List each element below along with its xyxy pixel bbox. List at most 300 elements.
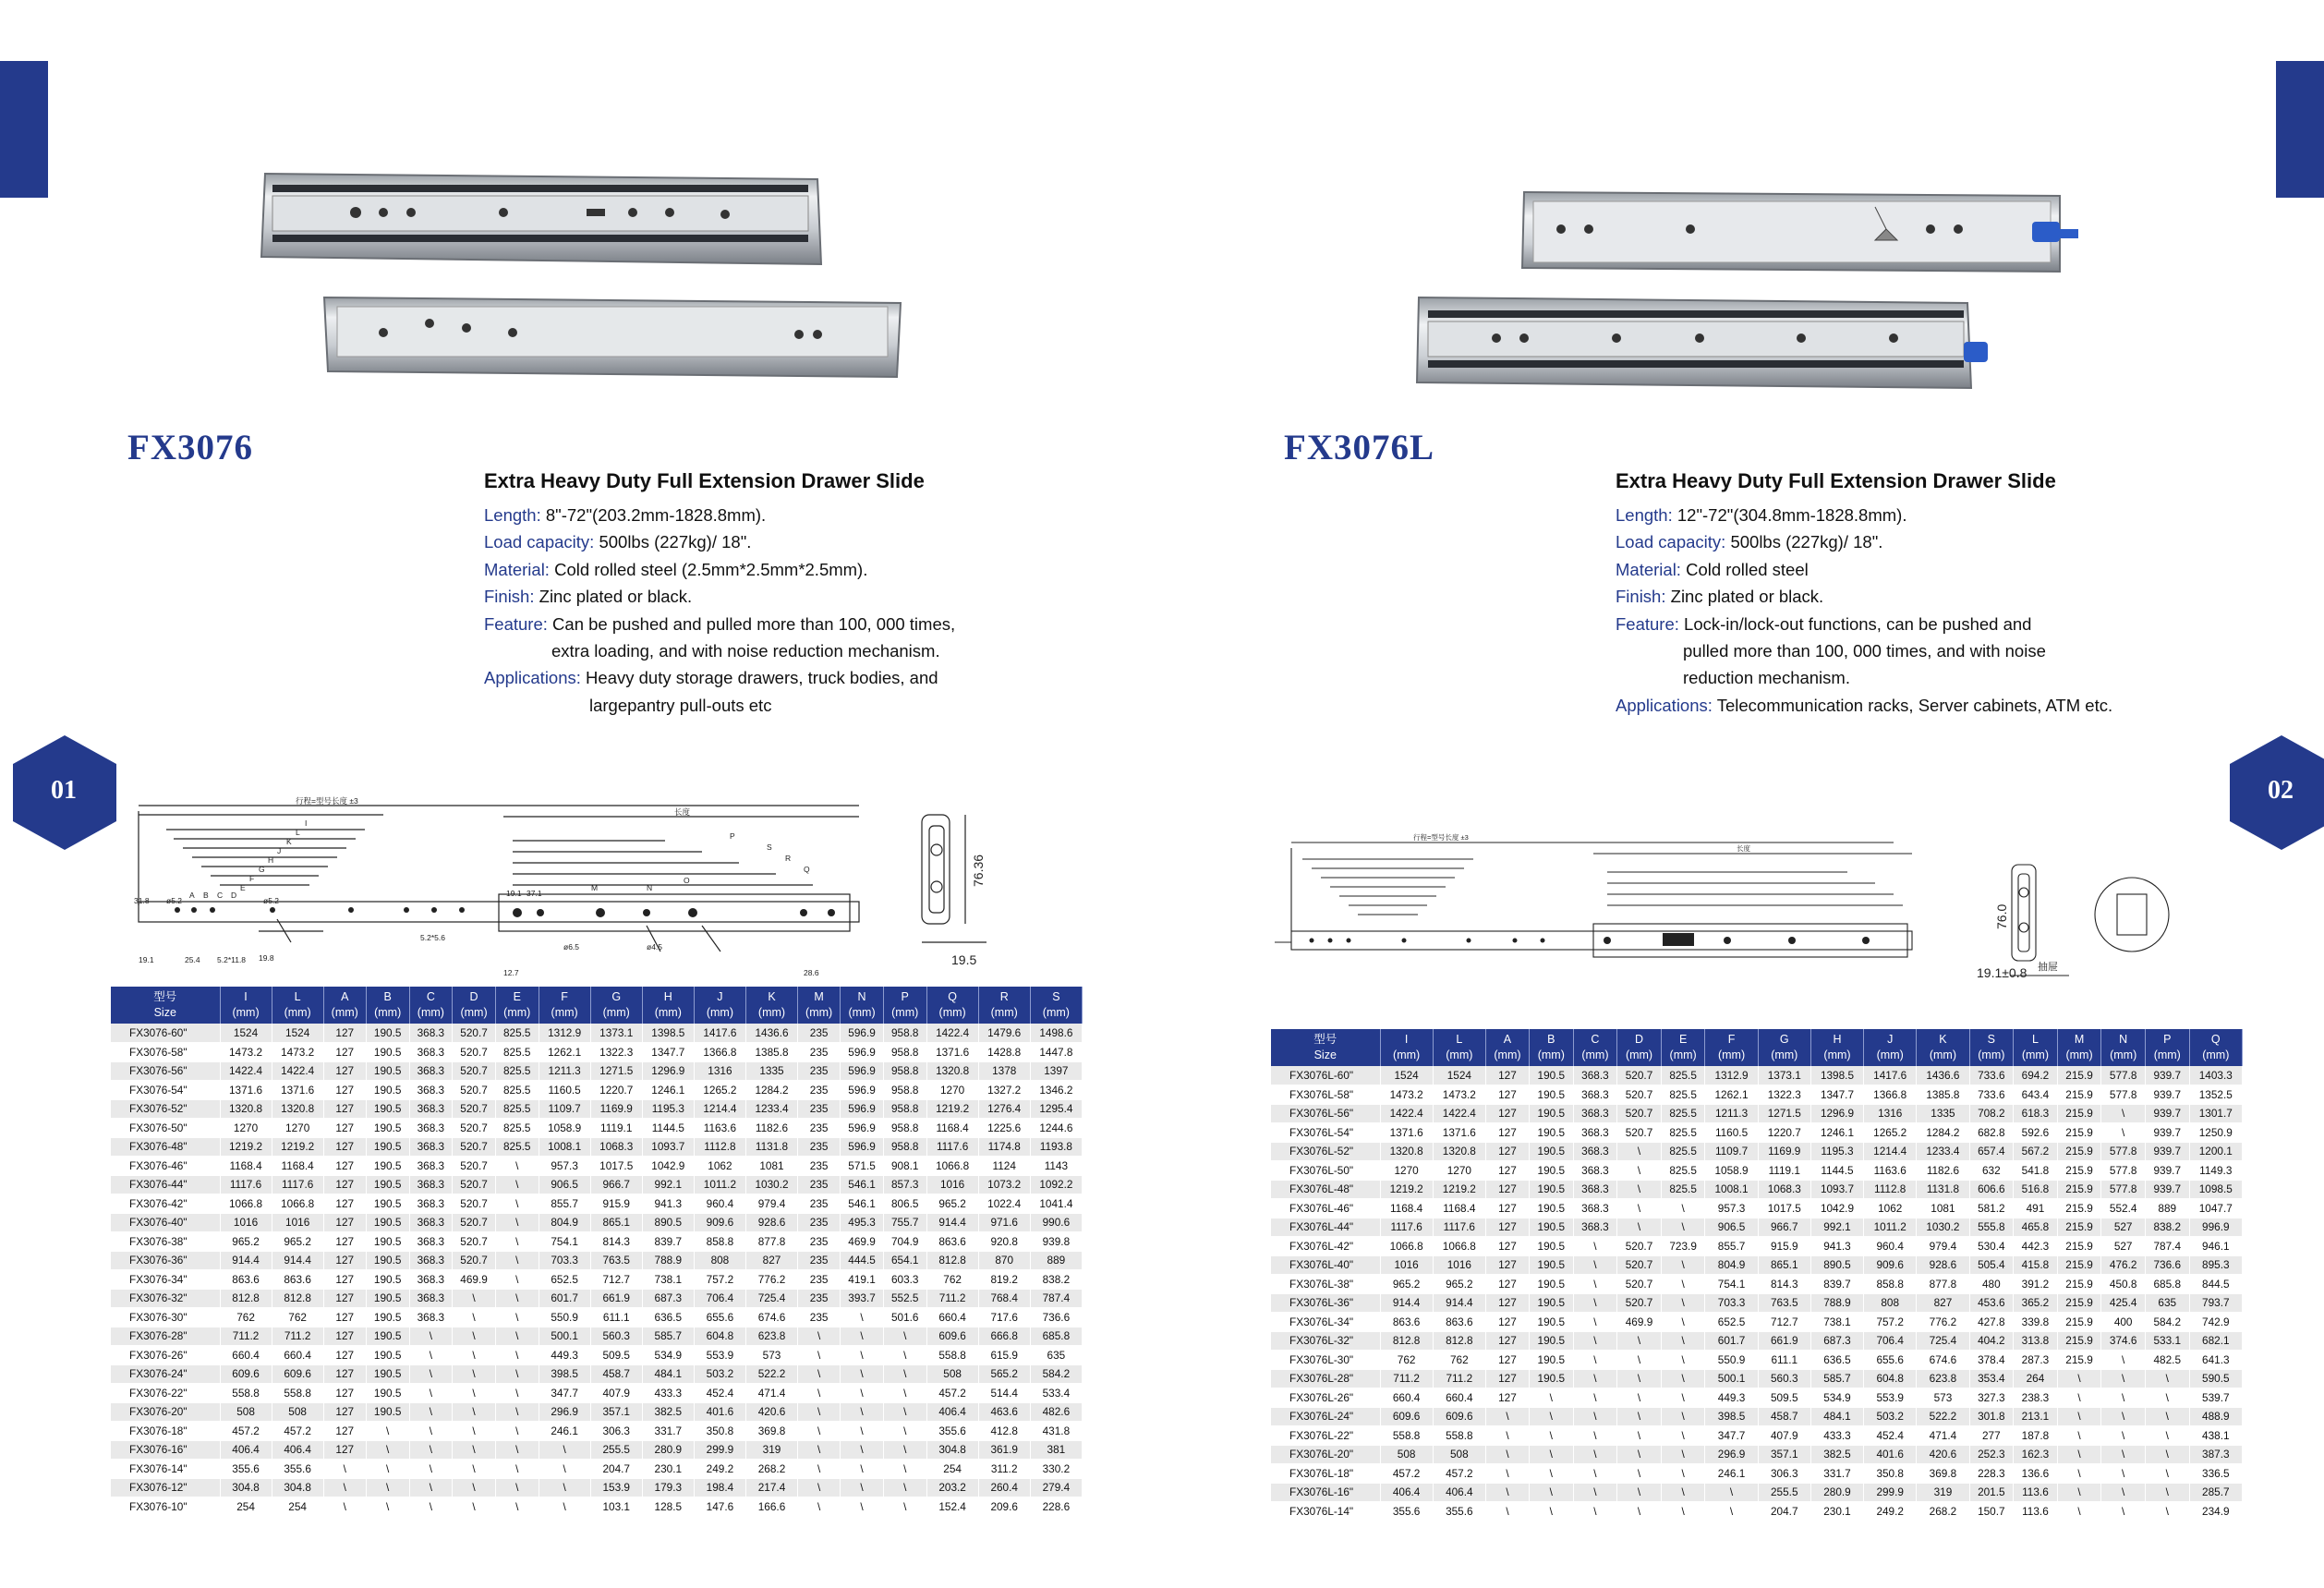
- table-cell: 508: [926, 1364, 978, 1384]
- table-cell: 827: [745, 1251, 797, 1270]
- dim-label-R: R: [785, 854, 792, 863]
- table-cell: 966.7: [590, 1175, 642, 1194]
- table-cell: 736.6: [1030, 1308, 1082, 1327]
- header-line: (mm): [1494, 1049, 1521, 1061]
- table-cell: 558.8: [1380, 1426, 1433, 1446]
- spec-applications: Applications: Telecommunication racks, Server cabinets, ATM etc.: [1616, 695, 2113, 715]
- header-line: J: [717, 990, 723, 1003]
- header-line: (mm): [706, 1006, 733, 1019]
- table-cell: 355.6: [1433, 1502, 1485, 1521]
- table-cell: 1398.5: [1810, 1066, 1863, 1085]
- table-cell: 127: [323, 1308, 366, 1327]
- column-header: [1485, 1029, 1529, 1066]
- table-cell: 469.9: [841, 1232, 884, 1252]
- header-line: (mm): [938, 1006, 966, 1019]
- table-cell: 703.3: [539, 1251, 590, 1270]
- dim-hole-3: ø6.5: [563, 942, 580, 952]
- table-cell: 520.7: [453, 1043, 496, 1062]
- column-header: [366, 987, 409, 1024]
- table-cell: 1117.6: [1433, 1218, 1485, 1237]
- table-row: [111, 1043, 1083, 1062]
- table-cell: 235: [798, 1099, 841, 1119]
- table-cell: FX3076-34": [111, 1270, 220, 1290]
- table-cell: FX3076-14": [111, 1460, 220, 1479]
- table-cell: \: [2101, 1464, 2146, 1484]
- table-cell: 928.6: [745, 1213, 797, 1232]
- table-cell: 215.9: [2057, 1180, 2101, 1199]
- table-cell: 235: [798, 1251, 841, 1270]
- table-row: [111, 1251, 1083, 1270]
- table-cell: \: [1617, 1218, 1662, 1237]
- table-cell: \: [2057, 1369, 2101, 1388]
- table-cell: \: [366, 1422, 409, 1441]
- table-cell: \: [1573, 1275, 1617, 1294]
- table-cell: 958.8: [883, 1043, 926, 1062]
- table-cell: 539.7: [2189, 1388, 2242, 1408]
- table-cell: 863.6: [926, 1232, 978, 1252]
- table-cell: \: [883, 1460, 926, 1479]
- table-cell: 1524: [272, 1024, 323, 1043]
- table-cell: 215.9: [2057, 1255, 2101, 1275]
- table-cell: 793.7: [2189, 1293, 2242, 1313]
- header-line: M: [2074, 1033, 2085, 1046]
- table-cell: \: [1573, 1464, 1617, 1484]
- table-cell: \: [1661, 1313, 1705, 1332]
- table-cell: 452.4: [694, 1384, 745, 1403]
- table-cell: 127: [1485, 1313, 1529, 1332]
- header-line: (mm): [757, 1006, 786, 1019]
- table-cell: 427.8: [1969, 1313, 2014, 1332]
- table-cell: 433.3: [642, 1384, 694, 1403]
- table-cell: 941.3: [642, 1194, 694, 1214]
- table-cell: 555.8: [1969, 1218, 2014, 1237]
- table-cell: \: [323, 1460, 366, 1479]
- table-cell: 1320.8: [926, 1061, 978, 1081]
- table-cell: \: [1573, 1331, 1617, 1351]
- column-header: [1864, 1029, 1917, 1066]
- dim-19-1-b: 19.1: [506, 889, 522, 898]
- table-cell: 368.3: [1573, 1199, 1617, 1218]
- table-cell: 825.5: [1661, 1180, 1705, 1199]
- table-cell: 711.2: [272, 1327, 323, 1346]
- table-cell: \: [495, 1422, 539, 1441]
- table-cell: 330.2: [1030, 1460, 1082, 1479]
- table-cell: 733.6: [1969, 1085, 2014, 1105]
- table-cell: \: [798, 1346, 841, 1365]
- table-cell: 996.9: [2189, 1218, 2242, 1237]
- table-cell: 187.8: [2014, 1426, 2058, 1446]
- table-row: [1271, 1388, 2243, 1408]
- table-cell: 127: [323, 1137, 366, 1157]
- table-cell: 1524: [1380, 1066, 1433, 1085]
- table-cell: 1163.6: [1864, 1161, 1917, 1181]
- table-cell: 1073.2: [978, 1175, 1030, 1194]
- table-cell: 234.9: [2189, 1502, 2242, 1521]
- table-cell: 553.9: [694, 1346, 745, 1365]
- dim-37-1: 37.1: [527, 889, 542, 898]
- table-row: [111, 1384, 1083, 1403]
- table-cell: 190.5: [1530, 1293, 1574, 1313]
- table-cell: 890.5: [1810, 1255, 1863, 1275]
- table-body: [111, 1024, 1083, 1516]
- table-cell: 674.6: [1917, 1351, 1969, 1370]
- table-cell: 857.3: [883, 1175, 926, 1194]
- table-cell: 235: [798, 1289, 841, 1308]
- table-cell: 313.8: [2014, 1331, 2058, 1351]
- table-cell: \: [1617, 1388, 1662, 1408]
- table-cell: 909.6: [694, 1213, 745, 1232]
- table-cell: 520.7: [1617, 1255, 1662, 1275]
- table-cell: 1270: [1380, 1161, 1433, 1181]
- table-cell: 355.6: [1380, 1502, 1433, 1521]
- table-cell: 965.2: [926, 1194, 978, 1214]
- table-cell: 1041.4: [1030, 1194, 1082, 1214]
- table-cell: 190.5: [366, 1194, 409, 1214]
- table-cell: 279.4: [1030, 1478, 1082, 1497]
- table-cell: 190.5: [366, 1327, 409, 1346]
- table-cell: 406.4: [272, 1440, 323, 1460]
- table-cell: 127: [1485, 1218, 1529, 1237]
- table-cell: 596.9: [841, 1099, 884, 1119]
- table-cell: FX3076L-36": [1271, 1293, 1380, 1313]
- table-cell: 296.9: [1705, 1445, 1758, 1464]
- table-cell: 939.7: [2145, 1066, 2189, 1085]
- dim-label-O: O: [684, 876, 690, 885]
- table-cell: 1417.6: [694, 1024, 745, 1043]
- table-cell: 914.4: [926, 1213, 978, 1232]
- table-cell: 1335: [1917, 1104, 1969, 1123]
- table-cell: 1168.4: [272, 1157, 323, 1176]
- header-line: C: [426, 990, 435, 1003]
- table-cell: 1312.9: [1705, 1066, 1758, 1085]
- table-cell: 939.8: [1030, 1232, 1082, 1252]
- table-cell: FX3076L-34": [1271, 1313, 1380, 1332]
- table-cell: 1219.2: [272, 1137, 323, 1157]
- table-cell: 908.1: [883, 1157, 926, 1176]
- table-cell: \: [1661, 1218, 1705, 1237]
- header-line: (mm): [1042, 1006, 1070, 1019]
- table-cell: 215.9: [2057, 1351, 2101, 1370]
- table-cell: 103.1: [590, 1497, 642, 1517]
- table-cell: \: [1573, 1313, 1617, 1332]
- table-cell: 1284.2: [1917, 1123, 1969, 1143]
- table-cell: 652.5: [539, 1270, 590, 1290]
- table-cell: 368.3: [1573, 1142, 1617, 1161]
- table-cell: FX3076-22": [111, 1384, 220, 1403]
- table-cell: 609.6: [1380, 1407, 1433, 1426]
- table-cell: 546.1: [841, 1175, 884, 1194]
- table-cell: 1214.4: [1864, 1142, 1917, 1161]
- table-cell: 458.7: [590, 1364, 642, 1384]
- table-cell: 368.3: [409, 1137, 453, 1157]
- table-cell: 235: [798, 1061, 841, 1081]
- table-cell: 895.3: [2189, 1255, 2242, 1275]
- table-cell: \: [409, 1497, 453, 1517]
- table-cell: 814.3: [590, 1232, 642, 1252]
- table-cell: 1347.7: [1810, 1085, 1863, 1105]
- table-cell: 1119.1: [590, 1119, 642, 1138]
- header-line: (mm): [1625, 1049, 1653, 1061]
- table-header-row: [1271, 1029, 2243, 1066]
- column-header: [883, 987, 926, 1024]
- table-cell: 235: [798, 1213, 841, 1232]
- table-cell: 1022.4: [978, 1194, 1030, 1214]
- table-cell: 1270: [926, 1081, 978, 1100]
- table-cell: 527: [2101, 1237, 2146, 1256]
- table-cell: 609.6: [272, 1364, 323, 1384]
- table-cell: 1062: [694, 1157, 745, 1176]
- table-cell: 1473.2: [272, 1043, 323, 1062]
- dim-label-F: F: [249, 874, 255, 883]
- table-cell: 520.7: [453, 1024, 496, 1043]
- table-cell: 596.9: [841, 1137, 884, 1157]
- table-cell: FX3076L-42": [1271, 1237, 1380, 1256]
- dim-hole-2: ø5.2: [263, 896, 280, 905]
- table-cell: 127: [1485, 1161, 1529, 1181]
- table-cell: \: [841, 1402, 884, 1422]
- table-cell: \: [1530, 1483, 1574, 1502]
- table-cell: 706.4: [694, 1289, 745, 1308]
- header-line: A: [341, 990, 349, 1003]
- table-cell: 1117.6: [1380, 1218, 1433, 1237]
- table-cell: 127: [1485, 1199, 1529, 1218]
- spec-finish: Finish: Zinc plated or black.: [1616, 587, 1824, 607]
- header-line: (mm): [1771, 1049, 1798, 1061]
- table-cell: \: [1485, 1445, 1529, 1464]
- table-cell: 190.5: [1530, 1199, 1574, 1218]
- table-cell: 1030.2: [1917, 1218, 1969, 1237]
- table-cell: 1473.2: [1380, 1085, 1433, 1105]
- table-cell: 252.3: [1969, 1445, 2014, 1464]
- table-cell: 501.6: [883, 1308, 926, 1327]
- table-cell: 520.7: [453, 1081, 496, 1100]
- table-cell: \: [495, 1194, 539, 1214]
- header-line: D: [469, 990, 478, 1003]
- table-cell: 190.5: [1530, 1351, 1574, 1370]
- table-cell: 147.6: [694, 1497, 745, 1517]
- table-cell: \: [2145, 1502, 2189, 1521]
- table-cell: \: [1661, 1331, 1705, 1351]
- profile-height: 76.36: [971, 854, 986, 887]
- table-cell: 374.6: [2101, 1331, 2146, 1351]
- dim-hole-4: ø4.5: [647, 942, 663, 952]
- table-cell: \: [1485, 1483, 1529, 1502]
- table-cell: \: [1485, 1502, 1529, 1521]
- table-cell: \: [883, 1497, 926, 1517]
- table-row: [111, 1175, 1083, 1194]
- column-header: [1810, 1029, 1863, 1066]
- table-cell: 939.7: [2145, 1142, 2189, 1161]
- table-cell: FX3076L-16": [1271, 1483, 1380, 1502]
- table-cell: 444.5: [841, 1251, 884, 1270]
- table-cell: 1320.8: [1433, 1142, 1485, 1161]
- table-cell: 508: [272, 1402, 323, 1422]
- table-cell: 127: [323, 1157, 366, 1176]
- table-cell: 228.3: [1969, 1464, 2014, 1484]
- table-cell: 825.5: [495, 1081, 539, 1100]
- table-cell: \: [495, 1175, 539, 1194]
- table-cell: 508: [1433, 1445, 1485, 1464]
- table-cell: 368.3: [409, 1043, 453, 1062]
- table-cell: 704.9: [883, 1232, 926, 1252]
- table-cell: \: [798, 1497, 841, 1517]
- table-row: [111, 1061, 1083, 1081]
- table-cell: 1008.1: [539, 1137, 590, 1157]
- table-cell: 471.4: [1917, 1426, 1969, 1446]
- header-line: (mm): [2202, 1049, 2230, 1061]
- table-cell: 306.3: [1758, 1464, 1810, 1484]
- table-cell: FX3076-16": [111, 1440, 220, 1460]
- table-cell: \: [2101, 1104, 2146, 1123]
- table-cell: 754.1: [1705, 1275, 1758, 1294]
- dim-label-H: H: [268, 855, 274, 865]
- table-cell: 1117.6: [272, 1175, 323, 1194]
- table-cell: 1403.3: [2189, 1066, 2242, 1085]
- dim-label-E: E: [240, 883, 246, 892]
- table-cell: 382.5: [642, 1402, 694, 1422]
- table-cell: 762: [926, 1270, 978, 1290]
- table-cell: 558.8: [272, 1384, 323, 1403]
- table-cell: 1219.2: [220, 1137, 272, 1157]
- table-cell: 1042.9: [642, 1157, 694, 1176]
- header-line: N: [2119, 1033, 2128, 1046]
- table-cell: 558.8: [926, 1346, 978, 1365]
- table-cell: 368.3: [409, 1061, 453, 1081]
- table-cell: \: [1573, 1426, 1617, 1446]
- table-cell: 113.6: [2014, 1502, 2058, 1521]
- table-cell: \: [1530, 1388, 1574, 1408]
- table-cell: 420.6: [745, 1402, 797, 1422]
- table-row: [1271, 1199, 2243, 1218]
- table-cell: \: [1573, 1483, 1617, 1502]
- table-cell: 553.9: [1864, 1388, 1917, 1408]
- table-cell: 763.5: [590, 1251, 642, 1270]
- table-cell: 742.9: [2189, 1313, 2242, 1332]
- table-cell: 457.2: [926, 1384, 978, 1403]
- table-cell: 939.7: [2145, 1180, 2189, 1199]
- table-cell: 915.9: [590, 1194, 642, 1214]
- dim-label-K: K: [286, 837, 292, 846]
- table-cell: 858.8: [694, 1232, 745, 1252]
- table-cell: 190.5: [366, 1157, 409, 1176]
- table-cell: 249.2: [694, 1460, 745, 1479]
- table-cell: \: [409, 1384, 453, 1403]
- model-title-right: FX3076L: [1284, 428, 1434, 467]
- table-cell: 957.3: [539, 1157, 590, 1176]
- table-cell: 768.4: [978, 1289, 1030, 1308]
- table-cell: 404.2: [1969, 1331, 2014, 1351]
- table-cell: 215.9: [2057, 1161, 2101, 1181]
- table-cell: 1312.9: [539, 1024, 590, 1043]
- table-cell: FX3076L-48": [1271, 1180, 1380, 1199]
- table-cell: 190.5: [366, 1289, 409, 1308]
- table-cell: \: [1617, 1502, 1662, 1521]
- table-cell: 1428.8: [978, 1043, 1030, 1062]
- table-cell: 1265.2: [1864, 1123, 1917, 1143]
- spec-feature-cont: extra loading, and with noise reduction mechanism.: [551, 641, 940, 661]
- spec-feature: Feature: Can be pushed and pulled more than 100, 000 times,: [484, 613, 956, 634]
- table-cell: 1296.9: [1810, 1104, 1863, 1123]
- table-cell: 957.3: [1705, 1199, 1758, 1218]
- table-cell: 609.6: [926, 1327, 978, 1346]
- table-cell: \: [1661, 1199, 1705, 1218]
- table-cell: \: [1617, 1369, 1662, 1388]
- table-cell: 391.2: [2014, 1275, 2058, 1294]
- table-cell: FX3076L-58": [1271, 1085, 1380, 1105]
- table-cell: 674.6: [745, 1308, 797, 1327]
- table-cell: 965.2: [220, 1232, 272, 1252]
- table-cell: 596.9: [841, 1043, 884, 1062]
- table-cell: 127: [323, 1440, 366, 1460]
- table-cell: 198.4: [694, 1478, 745, 1497]
- table-cell: 812.8: [1433, 1331, 1485, 1351]
- table-cell: 825.5: [1661, 1123, 1705, 1143]
- table-cell: \: [1573, 1351, 1617, 1370]
- table-cell: 1160.5: [1705, 1123, 1758, 1143]
- table-cell: 979.4: [745, 1194, 797, 1214]
- table-cell: 500.1: [1705, 1369, 1758, 1388]
- table-cell: 509.5: [590, 1346, 642, 1365]
- table-row: [111, 1422, 1083, 1441]
- table-cell: \: [409, 1346, 453, 1365]
- table-cell: 533.4: [1030, 1384, 1082, 1403]
- table-cell: 966.7: [1758, 1218, 1810, 1237]
- table-cell: 522.2: [1917, 1407, 1969, 1426]
- table-header-row: [111, 987, 1083, 1024]
- table-row: [111, 1497, 1083, 1517]
- table-cell: 407.9: [1758, 1426, 1810, 1446]
- header-line: R: [999, 990, 1009, 1003]
- table-cell: 825.5: [495, 1061, 539, 1081]
- table-cell: 368.3: [409, 1194, 453, 1214]
- table-cell: 1214.4: [694, 1099, 745, 1119]
- header-line: C: [1591, 1033, 1600, 1046]
- table-cell: 1011.2: [1864, 1218, 1917, 1237]
- table-cell: \: [366, 1497, 409, 1517]
- table-cell: 585.7: [1810, 1369, 1863, 1388]
- table-cell: \: [2145, 1483, 2189, 1502]
- table-cell: 387.3: [2189, 1445, 2242, 1464]
- table-cell: 238.3: [2014, 1388, 2058, 1408]
- table-cell: 1219.2: [1433, 1180, 1485, 1199]
- table-cell: 419.1: [841, 1270, 884, 1290]
- table-cell: 190.5: [366, 1061, 409, 1081]
- table-cell: 398.5: [1705, 1407, 1758, 1426]
- table-cell: 368.3: [409, 1157, 453, 1176]
- table-cell: 190.5: [1530, 1218, 1574, 1237]
- table-cell: 838.2: [1030, 1270, 1082, 1290]
- table-cell: \: [366, 1478, 409, 1497]
- table-cell: 230.1: [1810, 1502, 1863, 1521]
- table-cell: 939.7: [2145, 1123, 2189, 1143]
- table-row: [1271, 1085, 2243, 1105]
- table-cell: 1047.7: [2189, 1199, 2242, 1218]
- table-cell: 1017.5: [1758, 1199, 1810, 1218]
- table-cell: \: [1617, 1199, 1662, 1218]
- header-line: H: [1833, 1033, 1842, 1046]
- table-cell: 1200.1: [2189, 1142, 2242, 1161]
- table-cell: 928.6: [1917, 1255, 1969, 1275]
- header-line: G: [611, 990, 622, 1003]
- column-header: [539, 987, 590, 1024]
- table-cell: 1143: [1030, 1157, 1082, 1176]
- table-cell: \: [2057, 1445, 2101, 1464]
- table-cell: \: [1573, 1237, 1617, 1256]
- table-cell: \: [453, 1364, 496, 1384]
- dim-19-1: 19.1: [139, 955, 154, 964]
- table-cell: 723.9: [1661, 1237, 1705, 1256]
- table-cell: 825.5: [1661, 1066, 1705, 1085]
